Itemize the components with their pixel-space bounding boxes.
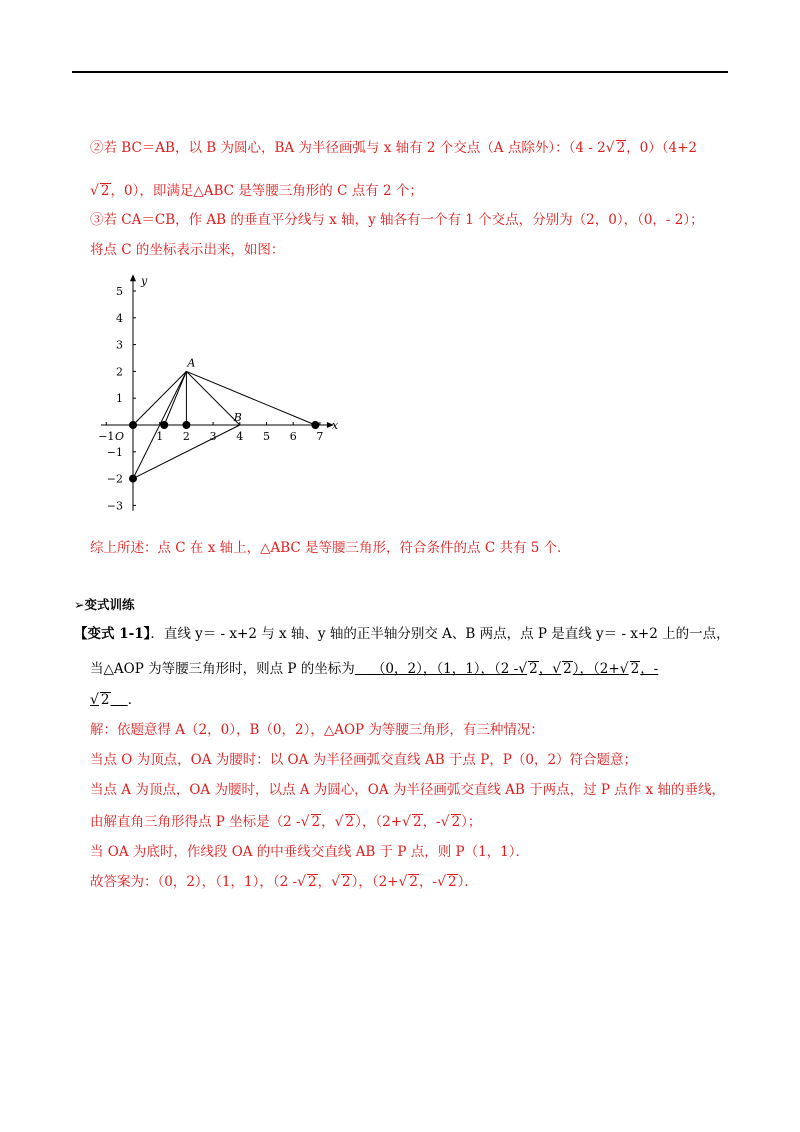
x-axis-label: x (331, 419, 339, 432)
segment-line (164, 371, 186, 425)
data-point (129, 421, 137, 429)
x-tick-label: −1 (98, 430, 115, 443)
point-label-a: A (187, 356, 196, 370)
y-tick-label: 4 (116, 311, 123, 325)
solution-line-4: 将点 C 的坐标表示出来，如图： (90, 242, 285, 258)
y-tick-label: 5 (116, 285, 123, 298)
data-point (129, 475, 137, 483)
answer-line-3: 当点 A 为顶点，OA 为腰时，以点 A 为圆心，OA 为半径画弧交直线 AB 于两点，过 P 点作 x 轴的垂线， (90, 782, 725, 798)
x-tick-label: 7 (316, 430, 324, 443)
data-point (311, 421, 319, 429)
summary-line: 综上所述：点 C 在 x 轴上，△ABC 是等腰三角形，符合条件的点 C 共有 5 个． (90, 540, 571, 556)
problem-line-2: 当△AOP 为等腰三角形时，则点 P 的坐标为 （0，2），（1，1），（2 -√ 2，√ 2），（2+√ 2，- (90, 661, 659, 677)
y-axis-label: y (141, 274, 148, 288)
y-tick-label: 3 (116, 338, 123, 352)
arrow-bullet-icon: ➢ (74, 597, 85, 612)
data-point (160, 421, 168, 429)
header-rule (72, 71, 728, 73)
x-tick-label: 3 (209, 430, 217, 443)
data-point (182, 421, 190, 429)
x-tick-label: 5 (263, 430, 270, 443)
segment-line (186, 371, 239, 425)
solution-line-2: √ 2，0），即满足△ABC 是等腰三角形的 C 点有 2 个； (90, 183, 423, 199)
problem-line-1: 【变式 1-1】．直线 y＝ - x+2 与 x 轴、y 轴的正半轴分别交 A、B 两点，点 P 是直线 y＝ - x+2 上的一点， (74, 626, 730, 642)
y-tick-label: 1 (116, 392, 123, 406)
answer-line-6: 故答案为：（0，2），（1，1），（2 -√ 2，√ 2），（2+√ 2，-√ 2）． (90, 874, 478, 890)
section-title: ➢变式训练 (74, 597, 135, 612)
coordinate-graph (88, 266, 348, 522)
y-tick-label: −3 (106, 499, 123, 513)
y-tick-label: −1 (106, 445, 123, 459)
answer-line-2: 当点 O 为顶点，OA 为腰时：以 OA 为半径画弧交直线 AB 于点 P，P（0，2）符合题意； (90, 752, 638, 768)
origin-label: O (115, 430, 125, 443)
x-tick-label: 4 (236, 430, 244, 443)
x-tick-label: 2 (182, 430, 190, 443)
point-label-b: B (233, 411, 242, 424)
segment-line (133, 371, 186, 425)
answer-line-4: 由解直角三角形得点 P 坐标是（2 -√ 2，√ 2），（2+√ 2，-√ 2）； (90, 814, 482, 830)
answer-line-1: 解：依题意得 A（2，0），B（0，2），△AOP 为等腰三角形，有三种情况： (90, 722, 544, 738)
answer-line-5: 当 OA 为底时，作线段 OA 的中垂线交直线 AB 于 P 点，则 P（1，1）． (90, 844, 530, 860)
x-tick-label: 6 (289, 430, 297, 443)
y-tick-label: 2 (116, 365, 123, 379)
y-tick-label: −2 (106, 472, 123, 486)
y-axis-arrow (130, 274, 136, 281)
segment-line (186, 371, 315, 425)
axes (101, 274, 334, 513)
solution-line-1: ②若 BC＝AB，以 B 为圆心，BA 为半径画弧与 x 轴有 2 个交点（A 点除外）：（4 - 2√ 2，0）（4+2 (90, 140, 698, 156)
problem-line-3: √ 2 ． (90, 692, 142, 708)
x-tick-label: 1 (156, 430, 164, 443)
solution-line-3: ③若 CA＝CB，作 AB 的垂直平分线与 x 轴，y 轴各有一个有 1 个交点，分别为（2，0），（0，- 2）； (90, 212, 704, 228)
